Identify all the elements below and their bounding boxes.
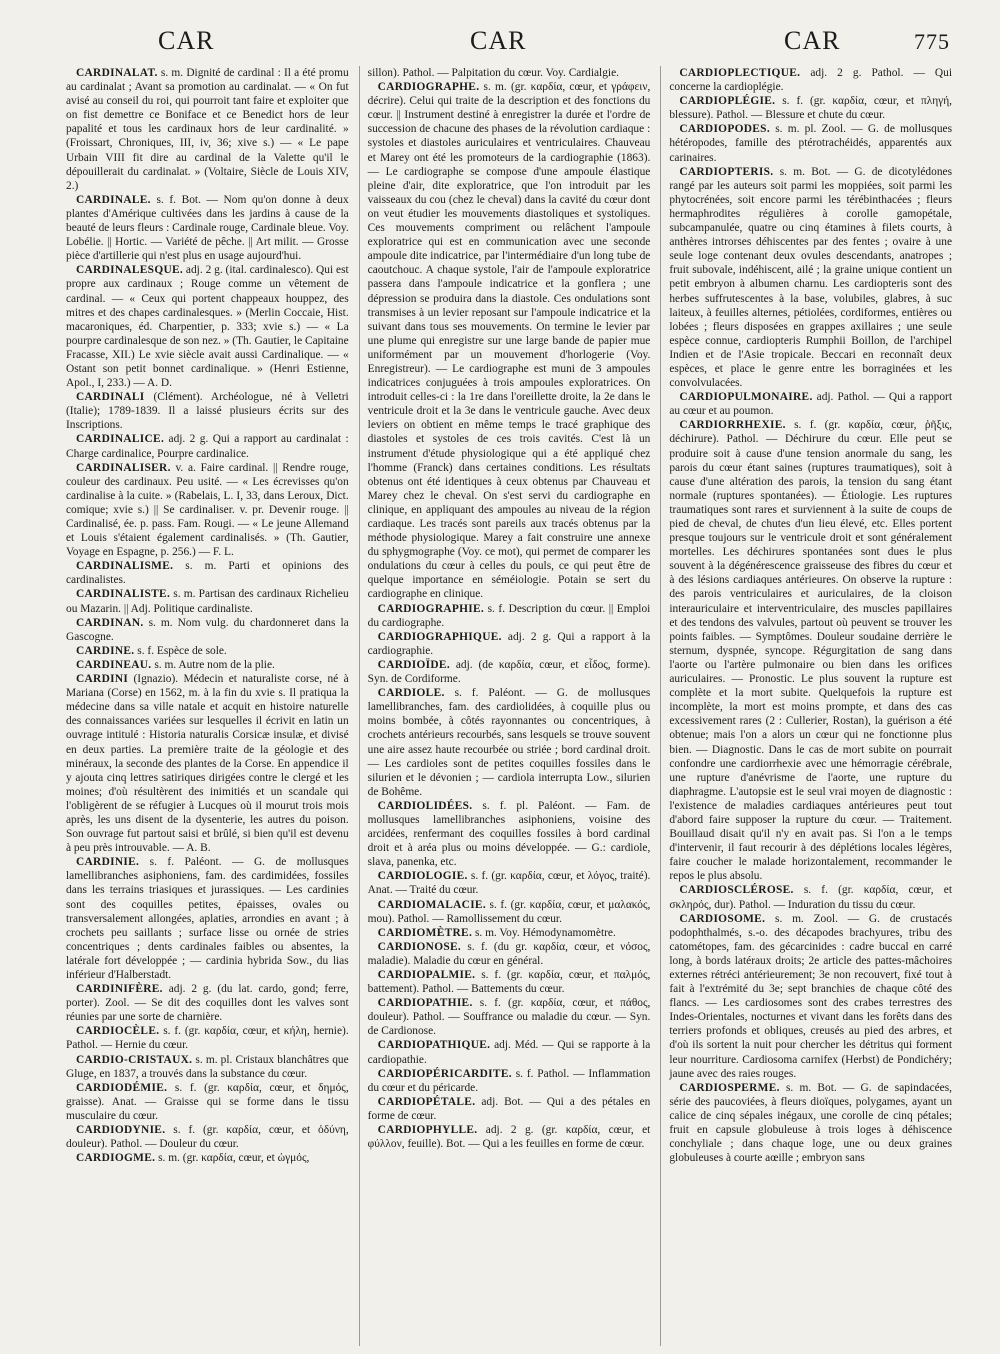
entry-definition: s. f. (du gr. καρδία, cœur, et νόσος, maladie). Maladie du cœur en général.: [367, 940, 651, 967]
entry-definition: adj. (de καρδία, cœur, et εἶδος, forme). Syn. de Cordiforme.: [367, 658, 651, 686]
entry-definition: s. f. (gr. καρδία, cœur, ῥῆξις, déchirure). Pathol. — Déchirure du cœur. Elle peut se produire soit à cause d'une tension anormale du sang, les parois du cœur étant saines (ruptures traumatiques), soit à cause d'une altération des parois, la tension du sang étant normale (ruptures spontanées). — Étiologie. Les ruptures traumatiques sont rares et surviennent à la suite de coups de pied de cheval, de chutes d'un lieu élevé, etc. Elles portent presque toujours sur le ventricule droit et sont généralement mortelles. Les déchirures spontanées sont dues le plus souvent à la dégénérescence graisseuse des fibres du cœur et à des lésions cardiaques antérieures. On observe la rupture : des parois ventriculaires et auriculaires, de la cloison interauriculaire et interventriculaire, des muscles papillaires et des tendons des valvules, partout où peuvent se trouver les points faibles. — Symptômes. Douleur soudaine derrière le sternum, dyspnée, syncope. Régurgitation de sang dans l'aorte ou l'artère pulmonaire ou bien dans les orifices auriculaires. — Pronostic. Le plus souvent la rupture est complète et la mort subite. Quelquefois la rupture est incomplète, la mort est moins prompte, et dans des cas excessivement rares (2 : Cullerier, Rostan), la guérison a été obtenue; mais l'on a alors un cœur qui ne fonctionne plus bien. — Diagnostic. Dans le cas de mort subite on pourrait confondre une cardiorrhexie avec une hémorragie cérébrale, une rupture d'anévrisme de l'aorte, une rupture du diaphragme. L'autopsie est le seul vrai moyen de diagnostic : l'existence de maladies cardiaques antérieures peut tout d'abord faire supposer la rupture du cœur. — Traitement. Bouillaud disait qu'il n'y en avait pas. Si l'on a le temps d'intervenir, il faut recourir à des déplétions locales légères, faire coucher le malade horizontalement, recommander le repos le plus absolu.: [669, 419, 953, 883]
entry-headword: CARDIOMALACIE.: [377, 898, 486, 911]
dictionary-entry: [66, 66, 349, 193]
entry-definition: v. a. Faire cardinal. || Rendre rouge, couleur des cardinaux. Peu usité. — « Les écrevisses qu'on cardinalise à la cuite. » (Rabelais, L. I, 33, dans Leroux, Dict. comique; xvie s.) || Se cardinaliser. v. pr. Devenir rouge. || Cardinalisé, ée. p. pass. Fam. Rougi. — « Le jeune Allemand et Louis s'étaient également cardinalisés. » (Th. Gautier, Voyage en Espagne, p. 256.) — F. L.: [66, 461, 349, 559]
continued-text: sillon). Pathol. — Palpitation du cœur. Voy. Cardialgie.: [367, 67, 619, 79]
dictionary-entry: [66, 559, 349, 587]
entry-definition: s. m. Partisan des cardinaux Richelieu ou Mazarin. || Adj. Politique cardinaliste.: [66, 588, 349, 615]
dictionary-entry: [66, 461, 349, 560]
entry-definition: s. m. Parti et opinions des cardinalistes.: [66, 560, 349, 587]
entry-headword: CARDIOPATHIE.: [377, 997, 473, 1010]
dictionary-entry: [66, 1123, 349, 1151]
dictionary-entry: [66, 616, 349, 644]
dictionary-entry: [368, 686, 651, 799]
dictionary-entry: [368, 630, 651, 658]
dictionary-entry: [66, 193, 349, 263]
dictionary-entry: [66, 263, 349, 390]
entry-definition: adj. 2 g. Qui a rapport au cardinalat : Charge cardinalice, Pourpre cardinalice.: [66, 433, 349, 460]
dictionary-entry: [66, 1053, 349, 1081]
entry-headword: CARDINE.: [76, 644, 135, 657]
entry-headword: CARDIONOSE.: [377, 940, 462, 953]
entry-definition: s. m. Voy. Hémodynamomètre.: [472, 926, 616, 939]
dictionary-entry: [66, 1024, 349, 1052]
entry-headword: CARDINALE.: [76, 193, 151, 206]
header-middle: CAR: [470, 26, 527, 55]
dictionary-entry: [368, 1038, 651, 1066]
dictionary-entry: [669, 165, 952, 391]
entry-headword: CARDIOPATHIQUE.: [377, 1039, 491, 1052]
dictionary-entry: [368, 799, 651, 869]
dictionary-entry: [669, 418, 952, 883]
entry-headword: CARDIOGRAPHIQUE.: [377, 630, 502, 643]
header-left: CAR: [158, 26, 215, 55]
entry-headword: CARDIOPÉRICARDITE.: [377, 1067, 512, 1080]
dictionary-entry: [66, 432, 349, 460]
running-header: [0, 18, 1000, 58]
entry-headword: CARDIOPÉTALE.: [377, 1095, 476, 1108]
entry-headword: CARDIOGRAPHE.: [377, 81, 480, 94]
dictionary-entry: [66, 390, 349, 432]
dictionary-entry: [368, 996, 651, 1038]
entry-headword: CARDINIE.: [76, 856, 140, 869]
dictionary-entry: [368, 926, 651, 940]
entry-definition: adj. Bot. — Qui a des pétales en forme de cœur.: [367, 1095, 651, 1122]
entry-definition: s. f. (gr. καρδία, cœur, et δημός, graisse). Anat. — Graisse qui se forme dans le tissu musculaire du cœur.: [66, 1081, 349, 1122]
dictionary-entry: [66, 1081, 349, 1123]
dictionary-entry: [669, 66, 952, 94]
entry-headword: CARDINAN.: [76, 616, 144, 629]
entry-definition: s. f. (gr. καρδία, cœur, et ὀδύνη, douleur). Pathol. — Douleur du cœur.: [66, 1124, 349, 1151]
dictionary-entry: [66, 982, 349, 1024]
dictionary-entry: [368, 869, 651, 897]
entry-headword: CARDINI: [76, 673, 129, 686]
entry-definition: s. f. Bot. — Nom qu'on donne à deux plantes d'Amérique cultivées dans les jardins à cause de la beauté de leurs fleurs : Cardinale rouge, Cardinale bleue. Voy. Lobélie. || Hortic. — Variété de pêche. || Art milit. — Grosse pièce d'artillerie qui n'est plus en usage aujourd'hui.: [66, 193, 349, 263]
entry-headword: CARDIOPALMIE.: [377, 969, 476, 981]
entry-headword: CARDIORRHEXIE.: [679, 419, 786, 432]
entry-definition: s. m. Zool. — G. de crustacés podophthalmés, s.-o. des décapodes brachyures, tribu des catométopes, fam. des gécarcinides : cadre buccal en carré long, à bords latéraux droits; 2e article des pattes-mâchoires externes rétréci antérieurement; 3e non recouvert, fixé tout à fait à l'extrémité du 3e; sept branchies de chaque côté des flancs. — Les cardiosomes sont des crabes terrestres des Indes-Orientales, nocturnes et vivant dans les forêts dans des terriers profonds et obliques, creusés au pied des arbres, et d'où ils sortent la nuit pour chercher les détritus qui forment leur nourriture. Cardiosoma carnifex (Herbst) de Pondichéry; jaune avec des raies rouges.: [669, 912, 953, 1080]
entry-headword: CARDIOPTERIS.: [679, 165, 774, 178]
column-2: [359, 66, 651, 1346]
entry-headword: CARDINALISME.: [76, 560, 174, 573]
entry-definition: adj. Pathol. — Qui a rapport au cœur et au poumon.: [669, 391, 953, 418]
entry-headword: CARDIO-CRISTAUX.: [76, 1053, 193, 1066]
entry-definition: s. m. Bot. — G. de sapindacées, série des paucoviées, à fleurs dioïques, polygames, ayant un calice de cinq sépales inégaux, une corolle de cinq pétales; fruit en capsule globuleuse à trois loges à déhiscence conchyliale ; dans chaque loge, une ou deux graines globuleuses à courte aœille ; embryon sans: [669, 1081, 953, 1165]
entry-definition: s. f. Description du cœur. || Emploi du cardiographe.: [367, 602, 651, 629]
entry-headword: CARDIOLOGIE.: [377, 870, 468, 883]
entry-headword: CARDIOMÈTRE.: [377, 926, 473, 939]
entry-definition: s. m. Nom vulg. du chardonneret dans la Gascogne.: [66, 616, 349, 643]
entry-headword: CARDIOSPERME.: [679, 1081, 780, 1094]
entry-definition: s. f. Paléont. — G. de mollusques lamellibranches, fam. des cardiolidées, à coquille plus ou moins bombée, à côtés rayonnantes ou concentriques, à crochets antérieurs recourbés, sans lesquels se trouve souvent une aire assez haute recourbée ou striée ; bord cardinal droit. — Les cardioles sont de petites coquilles fossiles dans le silurien et le dévonien ; — cardiola interrupta Low., silurien de Bohême.: [367, 687, 651, 798]
entry-definition: s. f. Paléont. — G. de mollusques lamellibranches asiphoniens, fam. des cardimidées, fossiles dans les terrains triasiques et jurassiques. — Les cardinies sont des coquilles petites, épaisses, ovales ou transversalement allongées, aplaties, arrondies en avant ; à crochets peu saillants ; surface lisse ou ornée de stries concentriques ; dents cardinales faibles ou absentes, la latérale fort développée ; — cardinia hybrida Sow., du lias inférieur d'Halberstadt.: [66, 856, 349, 981]
dictionary-entry: [368, 968, 651, 996]
entry-headword: CARDIOPODES.: [679, 123, 770, 136]
entry-headword: CARDIOGRAPHIE.: [377, 602, 485, 615]
entry-headword: CARDIOSOME.: [679, 912, 766, 925]
entry-headword: CARDIOPHYLLE.: [377, 1124, 478, 1137]
entry-definition: adj. 2 g. (gr. καρδία, cœur, et φύλλον, feuille). Bot. — Qui a les feuilles en forme de cœur.: [367, 1124, 651, 1151]
entry-headword: CARDIOPLECTIQUE.: [679, 67, 801, 79]
entry-definition: s. f. (gr. καρδία, cœur, et κήλη, hernie). Pathol. — Hernie du cœur.: [66, 1025, 349, 1052]
dictionary-entry: [368, 1095, 651, 1123]
dictionary-entry: [66, 855, 349, 982]
entry-headword: CARDINALISTE.: [76, 588, 171, 601]
dictionary-entry: [669, 883, 952, 911]
entry-definition: s. f. (gr. καρδία, cœur, et λόγος, traité). Anat. — Traité du cœur.: [367, 870, 651, 897]
dictionary-entry: [669, 1081, 952, 1166]
column-1: [66, 66, 349, 1346]
entry-definition: s. m. pl. Zool. — G. de mollusques hétéropodes, famille des ptérotrachéidés, apparentés aux carinaires.: [669, 123, 953, 164]
entry-headword: CARDINALAT.: [76, 67, 158, 79]
entry-headword: CARDINALESQUE.: [76, 264, 184, 277]
dictionary-entry: [368, 1123, 651, 1151]
entry-headword: CARDIOCÈLE.: [76, 1025, 160, 1038]
column-3: [660, 66, 952, 1346]
entry-definition: adj. 2 g. Qui a rapport à la cardiographie.: [367, 630, 651, 657]
dictionary-entry: [368, 602, 651, 630]
entry-headword: CARDIOPLÉGIE.: [679, 95, 776, 108]
entry-definition: s. f. (gr. καρδία, cœur, et σκληρός, dur). Pathol. — Induration du tissu du cœur.: [669, 884, 953, 911]
dictionary-entry: [66, 658, 349, 672]
dictionary-entry: [368, 1067, 651, 1095]
dictionary-entry: [66, 587, 349, 615]
dictionary-entry: [66, 1151, 349, 1165]
entry-headword: CARDINEAU.: [76, 658, 152, 671]
dictionary-entry: [368, 658, 651, 686]
entry-definition: s. f. Pathol. — Inflammation du cœur et du péricarde.: [367, 1067, 651, 1094]
page-number: 775: [914, 29, 950, 54]
text-columns: [66, 66, 952, 1346]
entry-headword: CARDINIFÈRE.: [76, 983, 163, 996]
entry-headword: CARDIOSCLÉROSE.: [679, 884, 794, 897]
entry-definition: adj. 2 g. (ital. cardinalesco). Qui est propre aux cardinaux ; Rouge comme un vêtement de cardinal. — « Ceux qui portent chappeaux houppez, des mitres et des chapes cardinalesques. » (Merlin Coccaie, Hist. macaroniques, éd. Charpentier, p. 333; xvie s.) — « La pourpre cardinalesque de son nez. » (Th. Gautier, le Capitaine Fracasse, XII.) Le xvie siècle avait aussi Cardinalique. — « Ostant son petit bonnet cardinalique. » (Henri Estienne, Apol., I, 233.) — A. D.: [66, 264, 349, 390]
dictionary-entry: [669, 912, 952, 1081]
entry-definition: s. f. (gr. καρδία, cœur, et παλμός, battement). Pathol. — Battements du cœur.: [367, 969, 651, 996]
entry-definition: s. f. Espèce de sole.: [134, 644, 227, 657]
entry-headword: CARDIOLE.: [377, 687, 445, 700]
entry-headword: CARDIOGME.: [76, 1152, 156, 1165]
entry-definition: s. f. pl. Paléont. — Fam. de mollusques lamellibranches asiphoniens, voisine des arcidées, renfermant des coquilles fossiles à bord cardinal droit et à aréa plus ou moins développée. — G.: cardiole, slava, panenka, etc.: [367, 799, 651, 869]
entry-definition: s. f. (gr. καρδία, cœur, et πάθος, douleur). Pathol. — Souffrance ou maladie du cœur. — Syn. de Cardionose.: [367, 997, 651, 1038]
dictionary-entry: [669, 122, 952, 164]
entry-definition: s. m. Bot. — G. de dicotylédones rangé par les auteurs soit parmi les moppiées, soit parmi les phytocrénées, soit encore parmi les térébinthacées ; fleurs hermaphrodites régulières à corolle gamopétale, subcampanulée, quatre ou cinq étamines à filets courts, à anthères introrses déhiscentes par des fentes ; ovaire à une seule loge contenant deux ovules descendants, anatropes ; fruit subovale, indéhiscent, ailé ; la graine unique contient un petit embryon à albumen charnu. Les cardiopteris sont des herbes suffrutescentes à la base, volubiles, glabres, à suc laiteux, à feuilles alternes, pétiolées, cordiformes, entières ou lobées ; fleurs disposées en grappes axillaires ; une seule espèce connue, cardiopteris Rumphii Boillon, de l'archipel Indien et de l'Asie tropicale. Beccari en reconnaît deux espèces, et place le genre entre les borraginées et les convolvulacées.: [669, 165, 953, 390]
entry-definition: s. m. (gr. καρδία, cœur, et γράφειν, décrire). Celui qui traite de la description et des fonctions du cœur. || Instrument destiné à enregistrer la durée et l'ordre de succession de chacune des phases de la révolution cardiaque : systoles et diastoles auriculaires et ventriculaires. Chauveau et Marey ont été les promoteurs de la cardiographie (1863). — Le cardiographe se compose d'une ampoule élastique pleine d'air, dite exploratrice, que l'on introduit par les vaisseaux du cou (chez le cheval) dans la cavité du cœur dont on veut étudier les mouvements diastoliques et systoliques. Ces mouvements compriment ou relâchent l'ampoule exploratrice qui est en communication avec une seconde ampoule dite indicatrice, par l'intermédiaire d'un long tube de caoutchouc. A chaque systole, l'air de l'ampoule exploratrice passera dans l'ampoule indicatrice et la gonflera ; une dépression se produira dans la diastole. Ces ondulations sont transmises à un levier reposant sur l'ampoule indicatrice et la suivant dans tous ses mouvements. On termine le levier par une plume qui enregistre sur une large bande de papier mue uniformément par un mouvement d'horlogerie (Voy. Enregistreur). — Le cardiographe est muni de 3 ampoules indicatrices conjuguées à trois ampoules exploratrices. On introduit celles-ci : la 1re dans l'oreillette droite, la 2e dans le ventricule droit et la 3e dans le ventricule gauche. Avec deux leviers on obtient en même temps le tracé graphique des diastoles et systoles de ces trois cavités. C'est là un instrument d'étude physiologique qui a été appliqué chez l'homme (Franck) dans certaines conditions. Les résultats obtenus ont été identiques à ceux obtenus par Chauveau et Marey chez le cheval. On s'est servi du cardiographe en clinique, en appliquant des ampoules au niveau de la région cardiaque. Les tracés sont pareils aux tracés obtenus par la méthode physiologique. Marey a fait construire une annexe du sphygmographe (Voy. ce mot), qui permet de comparer les ondulations du cœur à celles du pouls, ce qui peut être de quelque importance en séméiologie. Potain se sert du cardiographe en clinique.: [367, 81, 651, 601]
dictionary-entry: [368, 80, 651, 601]
entry-definition: s. m. Autre nom de la plie.: [151, 658, 275, 671]
entry-headword: CARDIOPULMONAIRE.: [679, 391, 813, 404]
dictionary-entry: [66, 672, 349, 855]
dictionary-entry: [669, 390, 952, 418]
header-right: CAR: [784, 26, 841, 55]
entry-definition: s. m. pl. Cristaux blanchâtres que Gluge, en 1837, a trouvés dans la substance du cœur.: [66, 1053, 349, 1080]
entry-headword: CARDINALISER.: [76, 461, 171, 474]
entry-definition: s. m. (gr. καρδία, cœur, et ὠγμός,: [155, 1152, 310, 1165]
entry-definition: adj. 2 g. (du lat. cardo, gond; ferre, porter). Zool. — Se dit des coquilles dont les valves sont réunies par une sorte de charnière.: [66, 983, 349, 1024]
entry-headword: CARDINALICE.: [76, 433, 165, 446]
entry-headword: CARDIOLIDÉES.: [377, 799, 473, 812]
entry-definition: s. f. (gr. καρδία, cœur, et μαλακός, mou). Pathol. — Ramollissement du cœur.: [367, 898, 651, 925]
entry-definition: s. f. (gr. καρδία, cœur, et πληγή, blessure). Pathol. — Blessure et chute du cœur.: [669, 95, 953, 122]
entry-definition: adj. Méd. — Qui se rapporte à la cardiopathie.: [367, 1039, 651, 1066]
entry-definition: s. m. Dignité de cardinal : Il a été promu au cardinalat ; Avant sa promotion au cardinalat. — « On fut avisé au conseil du roi, qui pourroit tant faire et exploiter que on fist demettre ce Boniface et ce Benedict hors de leur papalité et tous les cardinaux hors de leur cardinalité. » (Froissart, Chroniques, III, iv, 36; xive s.) — « Le pape Urbain VIII fit dire au cardinal de la Valette qu'il le dépouillerait du cardinalat. » (Voltaire, Siècle de Louis XIV, 2.): [66, 67, 349, 192]
dictionary-entry: [66, 644, 349, 658]
entry-headword: CARDINALI: [76, 391, 145, 404]
entry-headword: CARDIODÉMIE.: [76, 1081, 168, 1094]
dictionary-entry: [368, 940, 651, 968]
entry-definition: (Clément). Archéologue, né à Velletri (Italie); 1789-1839. Il a laissé plusieurs écrits sur des Inscriptions.: [66, 391, 349, 432]
dictionary-entry: [368, 898, 651, 926]
entry-headword: CARDIOÏDE.: [377, 658, 450, 671]
entry-definition: adj. 2 g. Pathol. — Qui concerne la cardioplégie.: [669, 67, 953, 94]
entry-headword: CARDIODYNIE.: [76, 1124, 166, 1137]
dictionary-entry: [669, 94, 952, 122]
entry-definition: (Ignazio). Médecin et naturaliste corse, né à Mariana (Corse) en 1562, m. à la fin du xvie s. Il pratiqua la médecine dans sa ville natale et acquit en histoire naturelle des connaissances variées sur lesquelles il écrivit en latin un ouvrage intitulé : Historia naturalis Corsicæ insulæ, et divisé en deux parties. La première traite de la géologie et des minéraux, la seconde des plantes de la Corse. En appendice il y ajouta cinq lettres satiriques dirigées contre le clergé et les moines; d'où résultèrent des inimitiés et un scandale qui l'obligèrent de se réfugier à Lucques où il mourut trois mois après, les uns disent de la dysenterie, les autres du poison. Son ouvrage fut partout saisi et brûlé, si bien qu'il est devenu à peu près introuvable. — A. B.: [66, 673, 349, 855]
